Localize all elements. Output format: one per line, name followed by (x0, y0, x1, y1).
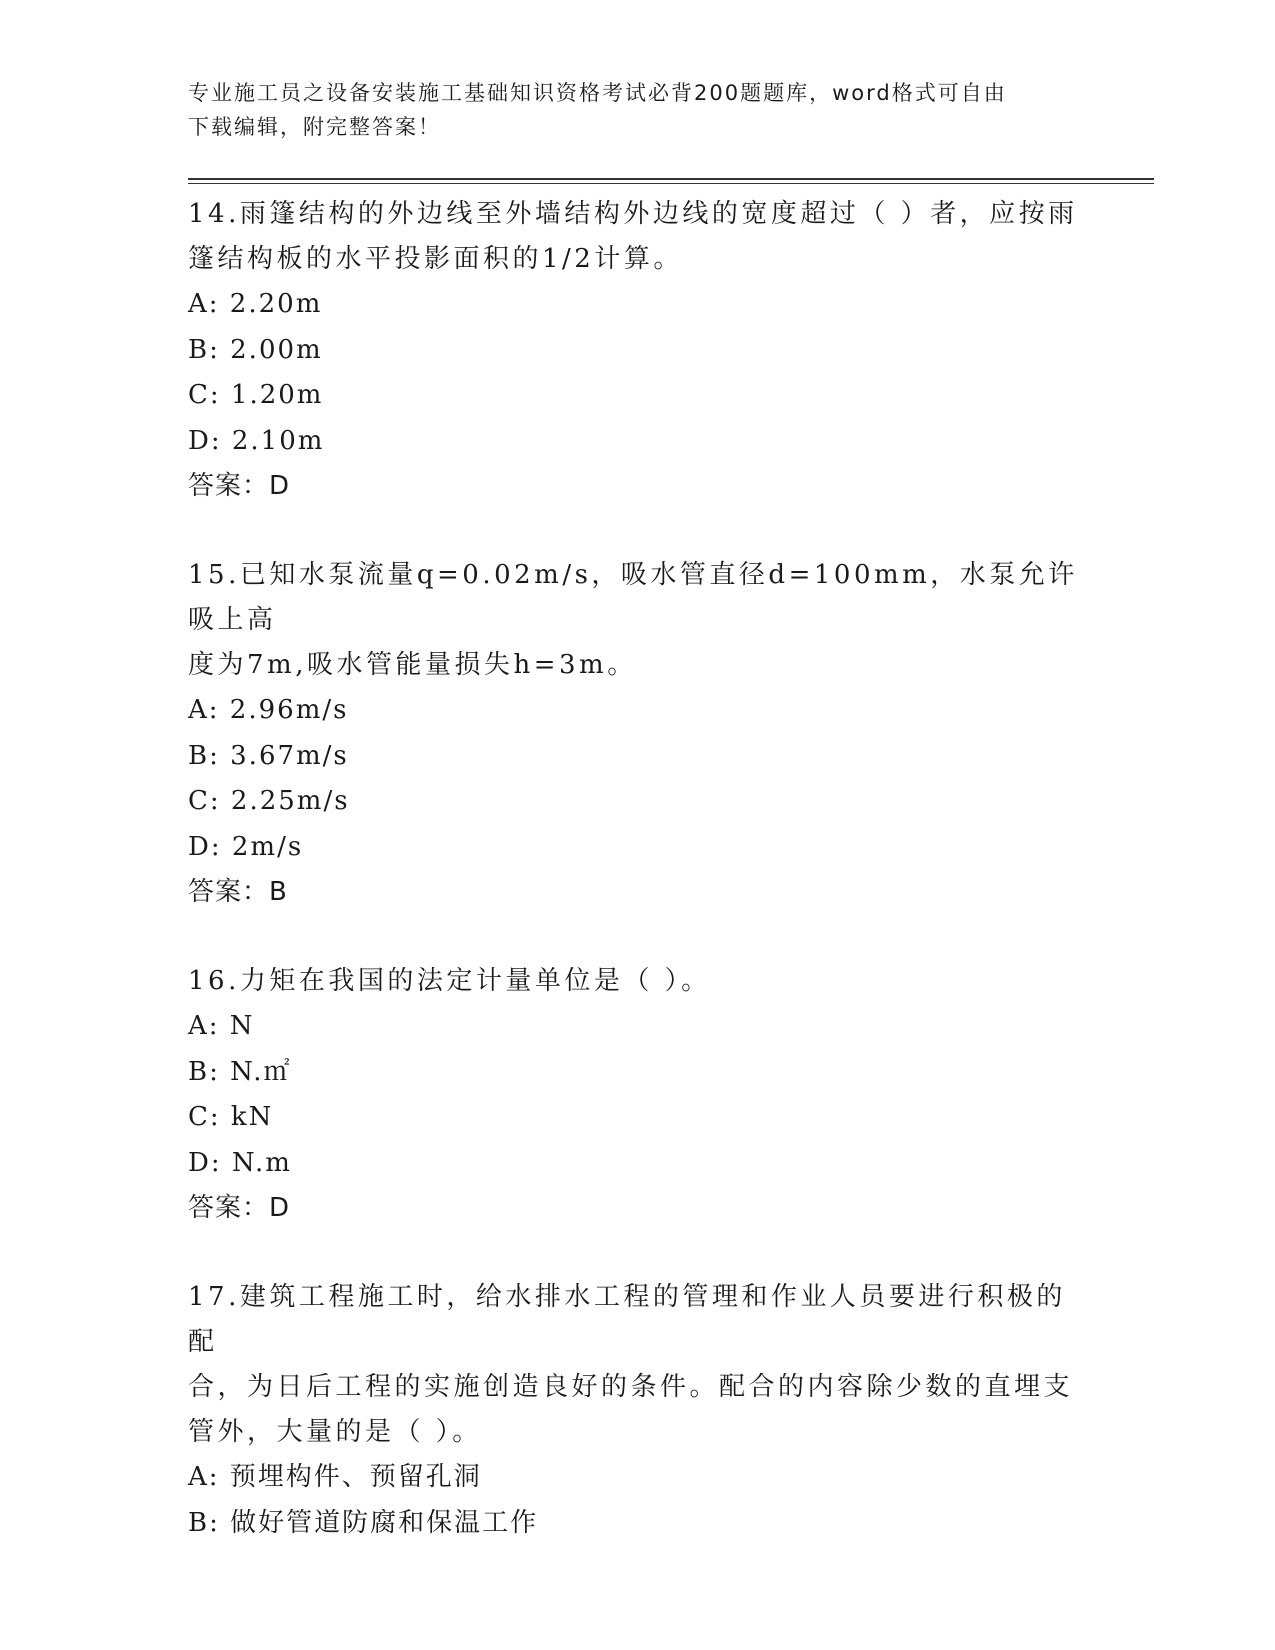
option-a: A: 预埋构件、预留孔洞 (188, 1462, 482, 1492)
option-list (188, 1455, 1088, 1546)
answer-line: 答案：D (188, 471, 291, 501)
header-line-2: 下载编辑，附完整答案！ (188, 115, 441, 139)
question-stem (188, 959, 1088, 1004)
option-c: C: kN (188, 1102, 274, 1132)
header-line-1: 专业施工员之设备安装施工基础知识资格考试必背200题题库，word格式可自由 (188, 81, 1007, 105)
question-16 (188, 959, 1088, 1231)
option-d: D: N.m (188, 1147, 292, 1178)
option-c: C: 2.25m/s (188, 786, 350, 816)
question-stem-line: 管外，大量的是（ ）。 (188, 1417, 482, 1447)
question-15 (188, 553, 1088, 915)
option-d: D: 2.10m (188, 425, 325, 456)
option-a: A: 2.96m/s (188, 695, 349, 725)
answer-line: 答案：B (188, 877, 288, 907)
question-stem-line: 篷结构板的水平投影面积的1/2计算。 (188, 244, 683, 274)
option-list (188, 1004, 1088, 1186)
option-b: B: 做好管道防腐和保温工作 (188, 1507, 539, 1538)
option-a: A: N (188, 1011, 255, 1041)
option-c: C: 1.20m (188, 380, 324, 410)
option-list (188, 688, 1088, 870)
question-stem-line: 17.建筑工程施工时，给水排水工程的管理和作业人员要进行积极的配 (188, 1282, 1066, 1357)
option-b: B: 2.00m (188, 334, 323, 365)
question-stem (188, 553, 1088, 688)
question-stem-line: 15.已知水泵流量q=0.02m/s，吸水管直径d=100mm，水泵允许吸上高 (188, 560, 1078, 635)
option-b: B: 3.67m/s (188, 740, 349, 771)
option-b: B: N.㎡ (188, 1056, 292, 1087)
question-list (188, 192, 1088, 1590)
question-17 (188, 1275, 1088, 1546)
question-stem-line: 合，为日后工程的实施创造良好的条件。配合的内容除少数的直埋支 (188, 1372, 1074, 1402)
answer-line: 答案：D (188, 1193, 291, 1223)
option-a: A: 2.20m (188, 289, 323, 319)
option-d: D: 2m/s (188, 831, 304, 862)
question-stem (188, 192, 1088, 282)
document-header (188, 76, 1088, 144)
question-stem-line: 14.雨篷结构的外边线至外墙结构外边线的宽度超过（ ）者，应按雨 (188, 199, 1078, 229)
question-stem-line: 度为7m,吸水管能量损失h=3m。 (188, 650, 637, 680)
option-list (188, 282, 1088, 464)
question-stem-line: 16.力矩在我国的法定计量单位是（ ）。 (188, 966, 711, 996)
question-stem (188, 1275, 1088, 1455)
header-divider-thick (188, 178, 1154, 180)
header-divider-thin (188, 183, 1154, 184)
question-14 (188, 192, 1088, 509)
